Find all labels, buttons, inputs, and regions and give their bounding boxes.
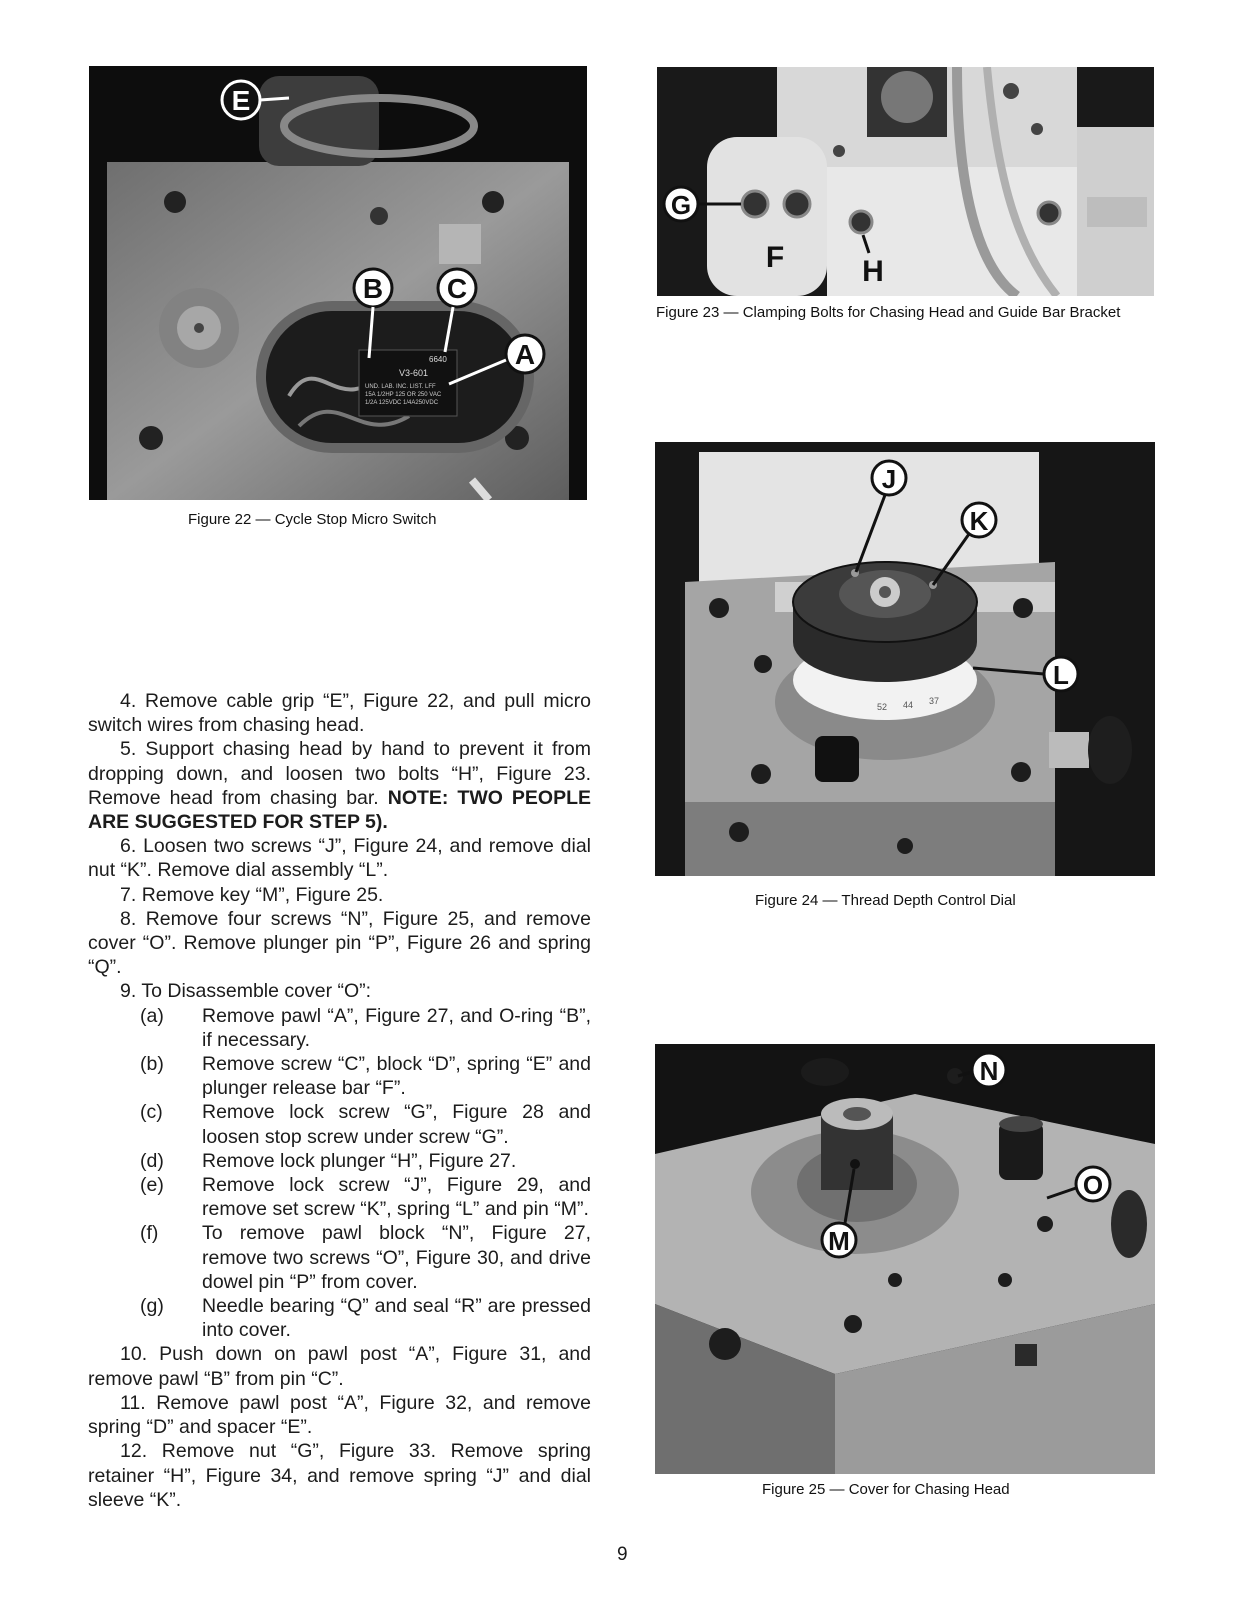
callout-f xyxy=(766,241,784,274)
plate-text-5: 1/2A 125VDC 1/4A250VDC xyxy=(365,400,439,406)
substep-f: (f) To remove pawl block “N”, Figure 27, remove two screws “O”, Figure 30, and drive dowel pin “P” from cover. xyxy=(140,1222,591,1293)
svg-text:L: L xyxy=(1053,660,1069,690)
dial-number-3: 37 xyxy=(929,696,940,706)
svg-text:F: F xyxy=(765,241,785,274)
svg-text:N: N xyxy=(979,1056,999,1086)
step-7: 7. Remove key “M”, Figure 25. xyxy=(120,883,384,906)
step-10: 10. Push down on pawl post “A”, Figure 31, and remove pawl “B” from pin “C”. xyxy=(88,1343,591,1390)
step-11: 11. Remove pawl post “A”, Figure 32, and remove spring “D” and spacer “E”. xyxy=(88,1391,591,1439)
svg-text:G: G xyxy=(670,190,692,220)
figure-24-caption: Figure 24 — Thread Depth Control Dial xyxy=(755,892,1016,909)
figure-25-caption: Figure 25 — Cover for Chasing Head xyxy=(762,1481,1010,1498)
svg-text:C: C xyxy=(446,273,468,304)
svg-text:M: M xyxy=(828,1226,850,1256)
substep-e: (e) Remove lock screw “J”, Figure 29, and remove set screw “K”, spring “L” and pin “M”. xyxy=(140,1174,591,1221)
dial-number-1: 52 xyxy=(877,702,888,712)
step-5-note: NOTE: TWO PEOPLE ARE SUGGESTED FOR STEP 5). xyxy=(88,786,592,834)
svg-text:A: A xyxy=(514,339,536,370)
figure-23-photo xyxy=(657,67,1154,296)
figure-23-image xyxy=(657,67,1154,296)
svg-text:H: H xyxy=(862,255,884,288)
svg-text:J: J xyxy=(881,464,897,494)
svg-text:B: B xyxy=(362,273,384,304)
plate-text-3: UND. LAB. INC. LIST. LFF xyxy=(365,384,436,390)
plate-text-1: 6640 xyxy=(429,355,447,364)
figure-25-image xyxy=(655,1044,1155,1474)
svg-text:E: E xyxy=(231,85,251,116)
figure-22-photo xyxy=(89,66,587,500)
step-12: 12. Remove nut “G”, Figure 33. Remove spring retainer “H”, Figure 34, and remove spring “J” and dial sleeve “K”. xyxy=(88,1440,592,1511)
step-5: 5. Support chasing head by hand to prevent it from dropping down, and loosen two bolts “H”, Figure 23. Remove head from chasing bar. NOTE: TWO PEOPLE ARE SUGGESTED FOR STEP 5). xyxy=(88,738,592,834)
substep-d: (d) Remove lock plunger “H”, Figure 27. xyxy=(140,1149,517,1172)
svg-text:K: K xyxy=(969,506,989,536)
figure-23-caption-text: Figure 23 — Clamping Bolts for Chasing Head and Guide Bar Bracket xyxy=(656,304,1121,321)
step-9: 9. To Disassemble cover “O”: xyxy=(120,980,372,1003)
plate-text-4: 15A 1/2HP 125 OR 250 VAC xyxy=(365,392,442,398)
figure-25-photo xyxy=(655,1044,1155,1474)
step-8: 8. Remove four screws “N”, Figure 25, and remove cover “O”. Remove plunger pin “P”, Figure 26 and spring “Q”. xyxy=(88,907,592,979)
svg-text:O: O xyxy=(1082,1170,1104,1200)
page-number: 9 xyxy=(617,1544,628,1565)
substep-a: (a) Remove pawl “A”, Figure 27, and O-ring “B”, if necessary. xyxy=(140,1004,591,1051)
instructions-text xyxy=(88,689,591,1512)
figure-22-image xyxy=(89,66,587,500)
step-6: 6. Loosen two screws “J”, Figure 24, and remove dial nut “K”. Remove dial assembly “L”. xyxy=(88,835,591,882)
figure-22-caption: Figure 22 — Cycle Stop Micro Switch xyxy=(188,511,437,528)
figure-23-caption xyxy=(656,303,1154,322)
figure-24-photo xyxy=(655,442,1155,876)
step-4: 4. Remove cable grip “E”, Figure 22, and pull micro switch wires from chasing head. xyxy=(88,690,592,737)
plate-text-2: V3-601 xyxy=(399,368,429,378)
substep-g: (g) Needle bearing “Q” and seal “R” are pressed into cover. xyxy=(140,1295,591,1342)
figure-24-image xyxy=(655,442,1155,876)
substep-b: (b) Remove screw “C”, block “D”, spring “E” and plunger release bar “F”. xyxy=(140,1053,591,1100)
dial-number-2: 44 xyxy=(903,700,914,710)
substep-c: (c) Remove lock screw “G”, Figure 28 and loosen stop screw under screw “G”. xyxy=(140,1101,591,1148)
